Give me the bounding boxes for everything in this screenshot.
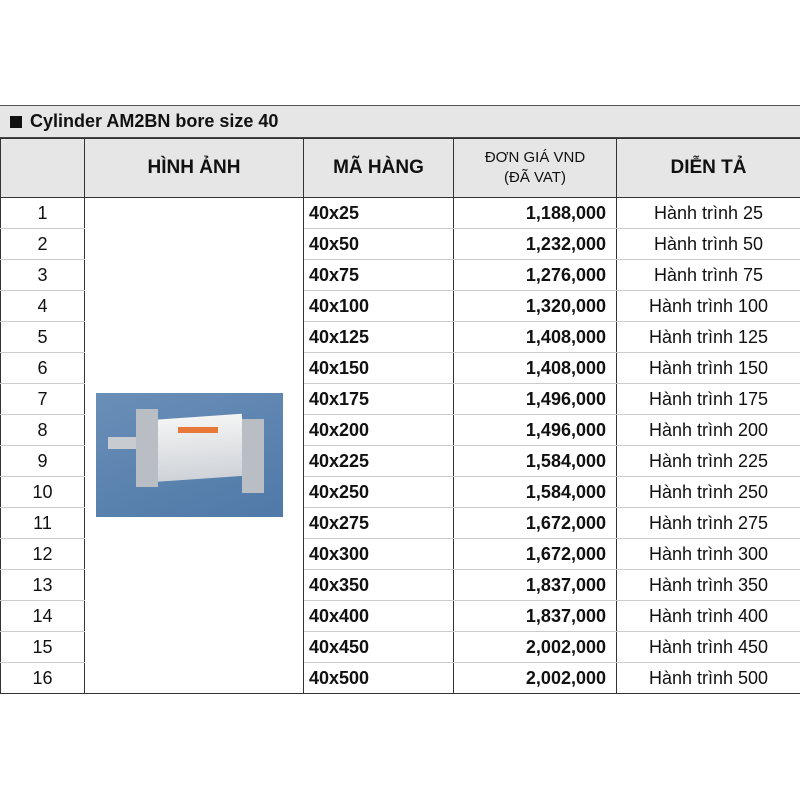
unit-price: 1,188,000	[454, 198, 617, 229]
header-desc: DIỄN TẢ	[617, 139, 800, 198]
row-number: 6	[1, 353, 85, 384]
product-code: 40x225	[304, 446, 454, 477]
row-number: 8	[1, 415, 85, 446]
row-number: 9	[1, 446, 85, 477]
image-cell	[85, 601, 304, 632]
product-code: 40x150	[304, 353, 454, 384]
product-code: 40x300	[304, 539, 454, 570]
image-cell	[85, 663, 304, 694]
header-no	[1, 139, 85, 198]
product-code: 40x500	[304, 663, 454, 694]
table-row	[1, 570, 800, 601]
description: Hành trình 400	[617, 601, 800, 632]
row-number: 5	[1, 322, 85, 353]
header-code: MÃ HÀNG	[304, 139, 454, 198]
unit-price: 1,320,000	[454, 291, 617, 322]
row-number: 1	[1, 198, 85, 229]
image-cell	[85, 539, 304, 570]
piston-rod-icon	[108, 437, 138, 449]
table-row	[1, 353, 800, 384]
description: Hành trình 300	[617, 539, 800, 570]
table-row	[1, 632, 800, 663]
table-title: Cylinder AM2BN bore size 40	[30, 111, 279, 131]
description: Hành trình 175	[617, 384, 800, 415]
description: Hành trình 225	[617, 446, 800, 477]
row-number: 16	[1, 663, 85, 694]
table-row	[1, 260, 800, 291]
table-row	[1, 198, 800, 229]
unit-price: 1,232,000	[454, 229, 617, 260]
image-cell	[85, 632, 304, 663]
product-code: 40x275	[304, 508, 454, 539]
unit-price: 1,408,000	[454, 353, 617, 384]
product-code: 40x75	[304, 260, 454, 291]
row-number: 3	[1, 260, 85, 291]
table-row	[1, 663, 800, 694]
cylinder-body-icon	[146, 414, 246, 483]
unit-price: 2,002,000	[454, 663, 617, 694]
description: Hành trình 250	[617, 477, 800, 508]
unit-price: 1,408,000	[454, 322, 617, 353]
description: Hành trình 500	[617, 663, 800, 694]
product-code: 40x200	[304, 415, 454, 446]
product-code: 40x50	[304, 229, 454, 260]
square-bullet-icon	[10, 116, 22, 128]
product-code: 40x175	[304, 384, 454, 415]
header-row	[1, 139, 800, 198]
description: Hành trình 100	[617, 291, 800, 322]
unit-price: 1,584,000	[454, 446, 617, 477]
header-price-line2: (ĐÃ VAT)	[504, 169, 566, 186]
row-number: 15	[1, 632, 85, 663]
description: Hành trình 200	[617, 415, 800, 446]
unit-price: 1,837,000	[454, 570, 617, 601]
image-cell	[85, 260, 304, 291]
product-code: 40x450	[304, 632, 454, 663]
row-number: 14	[1, 601, 85, 632]
unit-price: 1,837,000	[454, 601, 617, 632]
description: Hành trình 150	[617, 353, 800, 384]
header-image: HÌNH ẢNH	[85, 139, 304, 198]
description: Hành trình 275	[617, 508, 800, 539]
table-row	[1, 539, 800, 570]
image-cell	[85, 353, 304, 384]
unit-price: 1,276,000	[454, 260, 617, 291]
front-cap-icon	[136, 409, 158, 487]
product-code: 40x250	[304, 477, 454, 508]
header-price	[454, 139, 617, 198]
row-number: 13	[1, 570, 85, 601]
product-code: 40x125	[304, 322, 454, 353]
rear-cap-icon	[242, 419, 264, 493]
product-code: 40x25	[304, 198, 454, 229]
unit-price: 1,584,000	[454, 477, 617, 508]
description: Hành trình 125	[617, 322, 800, 353]
product-code: 40x100	[304, 291, 454, 322]
unit-price: 1,496,000	[454, 384, 617, 415]
image-cell	[85, 229, 304, 260]
unit-price: 1,672,000	[454, 539, 617, 570]
header-price-line1: ĐƠN GIÁ VND	[484, 149, 586, 166]
description: Hành trình 75	[617, 260, 800, 291]
description: Hành trình 50	[617, 229, 800, 260]
image-cell	[85, 570, 304, 601]
image-cell	[85, 322, 304, 353]
row-number: 4	[1, 291, 85, 322]
row-number: 11	[1, 508, 85, 539]
table-title-bar	[0, 105, 800, 138]
product-code: 40x400	[304, 601, 454, 632]
unit-price: 1,496,000	[454, 415, 617, 446]
table-row	[1, 291, 800, 322]
row-number: 10	[1, 477, 85, 508]
row-number: 12	[1, 539, 85, 570]
table-row	[1, 322, 800, 353]
table-row	[1, 229, 800, 260]
table-row	[1, 601, 800, 632]
description: Hành trình 350	[617, 570, 800, 601]
unit-price: 2,002,000	[454, 632, 617, 663]
row-number: 2	[1, 229, 85, 260]
cylinder-product-image	[96, 393, 283, 517]
image-cell	[85, 291, 304, 322]
description: Hành trình 25	[617, 198, 800, 229]
image-cell	[85, 198, 304, 229]
unit-price: 1,672,000	[454, 508, 617, 539]
description: Hành trình 450	[617, 632, 800, 663]
row-number: 7	[1, 384, 85, 415]
brand-label-icon	[178, 427, 218, 433]
product-code: 40x350	[304, 570, 454, 601]
